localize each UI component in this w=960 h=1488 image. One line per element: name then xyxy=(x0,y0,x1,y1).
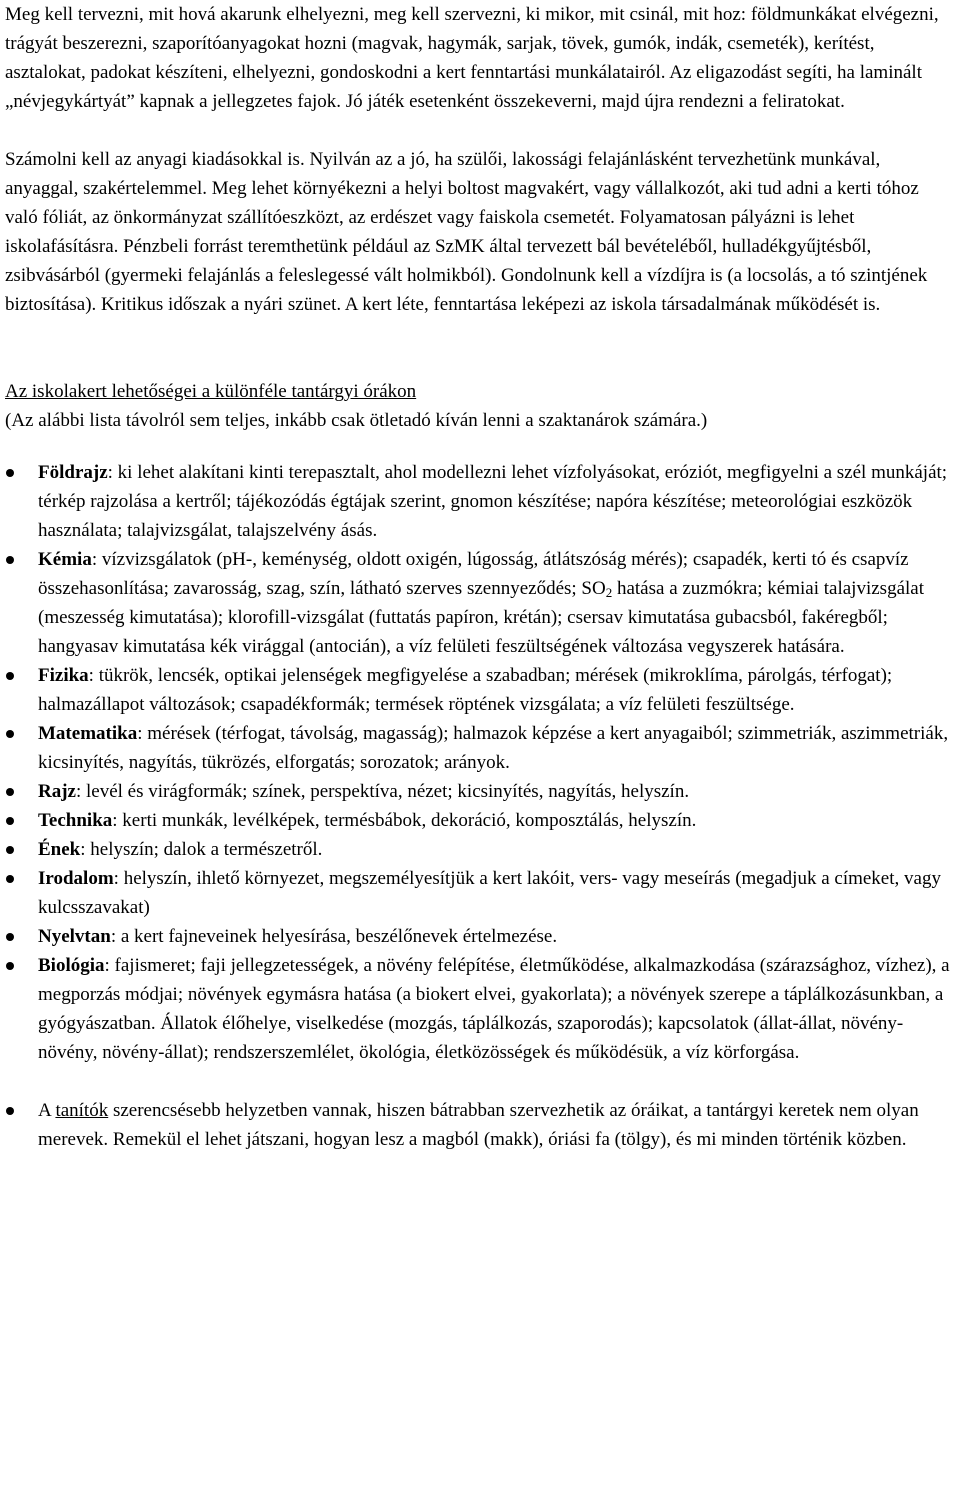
subject-name: Ének xyxy=(38,839,81,860)
list-item-foldrajz xyxy=(5,458,954,545)
subject-name: Kémia xyxy=(38,549,92,570)
subject-text: : helyszín, ihlető környezet, megszemélyesítjük a kert lakóit, vers- vagy meseírás (megadjuk a címeket, vagy kulcsszavakat) xyxy=(38,868,941,918)
list-item-enek xyxy=(5,835,954,864)
subject-text: : ki lehet alakítani kinti terepasztalt, ahol modellezni lehet vízfolyásokat, eróziót, megfigyelni a szél munkáját; térkép rajzolása a kertről; tájékozódás égtájak szerint, gnomon készítése; napóra készítése; meteorológiai eszközök használata; talajvizsgálat, talajszelvény ásás. xyxy=(38,462,948,541)
list-item-kemia xyxy=(5,545,954,661)
subject-name: Nyelvtan xyxy=(38,926,111,947)
subject-text-continued: hatása a zuzmókra; kémiai talajvizsgálat (meszesség kimutatása); klorofill-vizsgálat (futtatás papíron, krétán); csersav kimutatása gubacsból, fakéregből; hangyasav kimutatása kék virággal (antocián), a víz felületi feszültségének változása vegyszerek hatására. xyxy=(38,578,924,657)
item-text: szerencsésebb helyzetben vannak, hiszen bátrabban szervezhetik az óráikat, a tantárgyi keretek nem olyan merevek. Remekül el lehet játszani, hogyan lesz a magból (makk), óriási fa (tölgy), és mi minden történik közben. xyxy=(38,1100,919,1150)
bullet-icon xyxy=(6,469,14,477)
section-title: Az iskolakert lehetőségei a különféle tantárgyi órákon xyxy=(5,381,417,402)
bullet-icon xyxy=(6,875,14,883)
subject-name: Biológia xyxy=(38,955,105,976)
list-item-technika xyxy=(5,806,954,835)
list-item-matematika xyxy=(5,719,954,777)
intro-paragraph-expenses: Számolni kell az anyagi kiadásokkal is. Nyilván az a jó, ha szülői, lakossági felajánlásként tervezhetünk munkával, anyaggal, szakértelemmel. Meg lehet környékezni a helyi boltost magvakért, vagy vállalkozót, aki tud adni a kerti tóhoz való fóliát, az önkormányzat szállítóeszközt, az erdészet vagy faiskola csemetét. Folyamatosan pályázni is lehet iskolafásításra. Pénzbeli forrást teremthetünk például az SzMK által tervezett bál bevételéből, hulladékgyűjtésből, zsibvásárból (gyermeki felajánlás a feleslegessé vált holmikból). Gondolnunk kell a vízdíjra is (a locsolás, a tó szintjének biztosítása). Kritikus időszak a nyári szünet. A kert léte, fenntartása leképezi az iskola társadalmának működését is. xyxy=(5,149,928,315)
subject-text: : levél és virágformák; színek, perspektíva, nézet; kicsinyítés, nagyítás, helyszín. xyxy=(75,781,690,802)
subject-name: Irodalom xyxy=(38,868,114,889)
bullet-icon xyxy=(6,556,14,564)
subject-name: Fizika xyxy=(38,665,89,686)
bullet-icon xyxy=(6,730,14,738)
list-item-biologia xyxy=(5,951,954,1067)
subject-name: Rajz xyxy=(38,781,76,802)
subject-text: : kerti munkák, levélképek, termésbábok, dekoráció, komposztálás, helyszín. xyxy=(112,810,697,831)
intro-paragraph-planning: Meg kell tervezni, mit hová akarunk elhelyezni, meg kell szervezni, ki mikor, mit csinál, mit hoz: földmunkákat elvégezni, trágyát beszerezni, szaporítóanyagokat hozni (magvak, hagymák, sarjak, tövek, gumók, indák, csemeték), kerítést, asztalokat, padokat készíteni, elhelyezni, gondoskodni a kert fenntartási munkálatairól. Az eligazodást segíti, ha laminált „névjegykártyát” kapnak a jellegzetes fajok. Jó játék esetenként összekeverni, majd újra rendezni a feliratokat. xyxy=(5,4,939,112)
subject-text: : a kert fajneveinek helyesírása, beszélőnevek értelmezése. xyxy=(110,926,558,947)
bullet-icon xyxy=(6,846,14,854)
bullet-icon xyxy=(6,788,14,796)
list-item-tanitok xyxy=(5,1096,954,1154)
subject-list xyxy=(5,458,954,1154)
subject-text: : fajismeret; faji jellegzetességek, a növény felépítése, életműködése, alkalmazkodása (szárazsághoz, vízhez), a megporzás módjai; növények egymásra hatása (a biokert elvei, gyakorlata); a növények szerepe a táplálkozásunkban, a gyógyászatban. Állatok élőhelye, viselkedése (mozgás, táplálkozás, szaporodás); kapcsolatok (állat-állat, növény-növény, növény-állat); rendszerszemlélet, ökológia, életközösségek és működésük, a víz körforgása. xyxy=(38,955,950,1063)
item-prefix: A xyxy=(38,1100,56,1121)
bullet-icon xyxy=(6,817,14,825)
list-item-fizika xyxy=(5,661,954,719)
subject-text: : helyszín; dalok a természetről. xyxy=(80,839,323,860)
subject-name: Technika xyxy=(38,810,113,831)
subject-text: : mérések (térfogat, távolság, magasság); halmazok képzése a kert anyagaiból; szimmetriák, aszimmetriák, kicsinyítés, nagyítás, tükrözés, elforgatás; sorozatok; arányok. xyxy=(38,723,949,773)
underlined-term: tanítók xyxy=(55,1100,109,1121)
bullet-icon xyxy=(6,672,14,680)
bullet-icon xyxy=(6,933,14,941)
bullet-icon xyxy=(6,962,14,970)
subject-text: : vízvizsgálatok (pH-, keménység, oldott oxigén, lúgosság, átlátszóság mérés); csapadék, kerti tó és csapvíz összehasonlítása; zavarosság, szag, szín, látható szerves szennyeződés; SO xyxy=(38,549,909,599)
section-heading xyxy=(5,377,954,406)
list-item-rajz xyxy=(5,777,954,806)
bullet-icon xyxy=(6,1107,14,1115)
subject-name: Földrajz xyxy=(38,462,108,483)
subject-name: Matematika xyxy=(38,723,138,744)
list-item-nyelvtan xyxy=(5,922,954,951)
section-subtitle: (Az alábbi lista távolról sem teljes, inkább csak ötletadó kíván lenni a szaktanárok számára.) xyxy=(5,410,708,431)
list-item-irodalom xyxy=(5,864,954,922)
subject-text: : tükrök, lencsék, optikai jelenségek megfigyelése a szabadban; mérések (mikroklíma, párolgás, térfogat); halmazállapot változások; csapadékformák; termések röptének vizsgálata; a víz felületi feszültsége. xyxy=(38,665,893,715)
subscript-2: 2 xyxy=(605,585,613,600)
